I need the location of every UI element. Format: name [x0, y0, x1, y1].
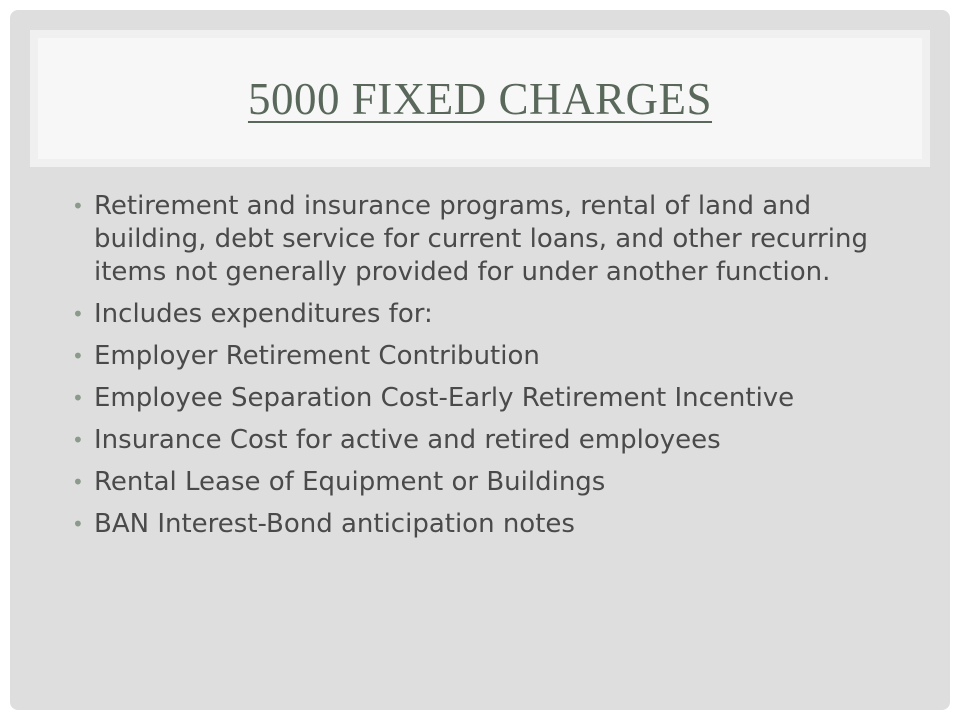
bullet-item: [72, 466, 902, 499]
bullet-item: [72, 508, 902, 541]
bullet-item: [72, 424, 902, 457]
bullet-text: Includes expenditures for:: [94, 299, 433, 329]
bullet-text: Employee Separation Cost-Early Retirement Incentive: [94, 383, 795, 413]
bullet-icon: •: [72, 194, 84, 218]
bullet-icon: •: [72, 386, 84, 410]
bullet-text: BAN Interest-Bond anticipation notes: [94, 509, 575, 539]
slide: [10, 10, 950, 710]
bullet-item: [72, 382, 902, 415]
bullet-item: [72, 298, 902, 331]
bullet-item: [72, 190, 902, 289]
slide-title: 5000 FIXED CHARGES: [247, 73, 713, 124]
bullet-text: Insurance Cost for active and retired employees: [94, 425, 721, 455]
bullet-list: [72, 190, 902, 550]
bullet-icon: •: [72, 470, 84, 494]
bullet-icon: •: [72, 302, 84, 326]
bullet-text: Employer Retirement Contribution: [94, 341, 540, 371]
bullet-text: Rental Lease of Equipment or Buildings: [94, 467, 606, 497]
bullet-icon: •: [72, 428, 84, 452]
bullet-icon: •: [72, 512, 84, 536]
title-band: [30, 30, 930, 167]
bullet-text: Retirement and insurance programs, rental of land and building, debt service for current loans, and other recurring items not generally provided for under another function.: [94, 191, 868, 287]
bullet-item: [72, 340, 902, 373]
bullet-icon: •: [72, 344, 84, 368]
